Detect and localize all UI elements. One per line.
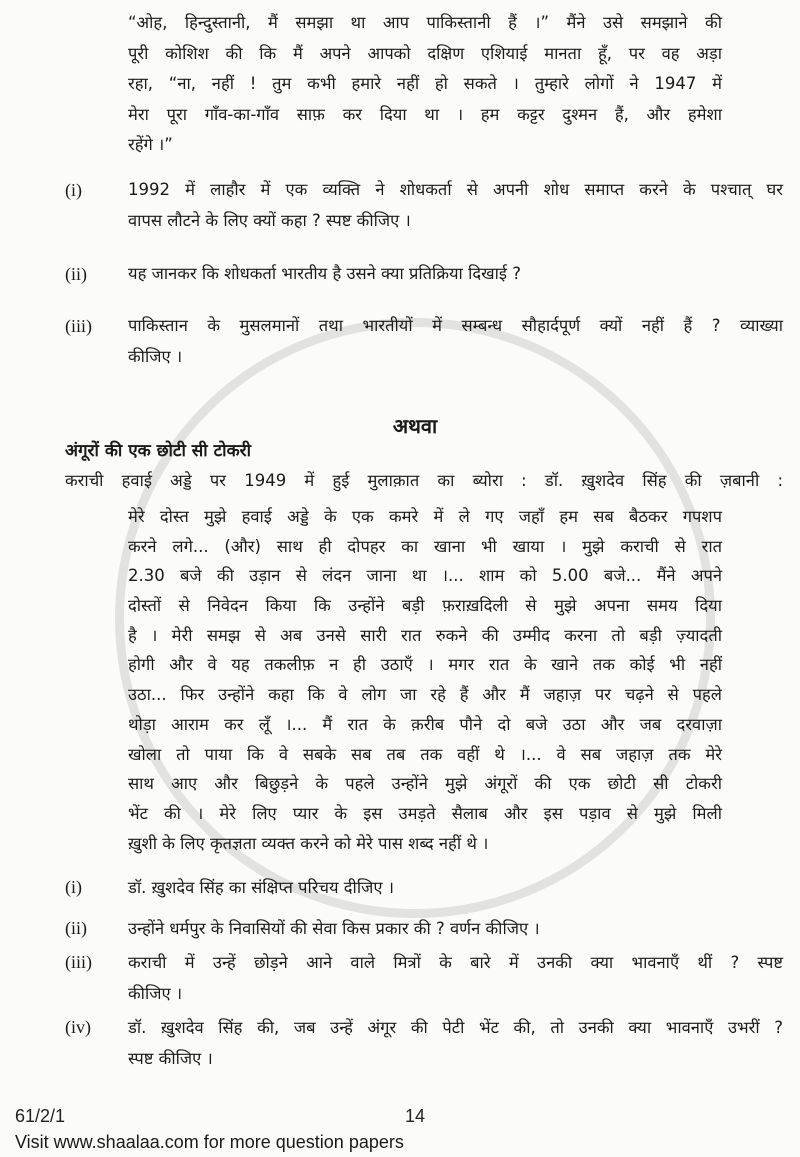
question-label: (ii) [65, 264, 87, 284]
text-line: यह जानकर कि शोधकर्ता भारतीय है उसने क्या प्रतिक्रिया दिखाई ? [128, 264, 521, 283]
question-text [128, 947, 783, 1009]
question-label: (iii) [65, 952, 92, 972]
text-line: पूरी कोशिश की कि मैं अपने आपको दक्षिण एशियाई मानता हूँ, पर वह अड़ा [128, 43, 722, 63]
text-line: कीजिए । [128, 346, 183, 366]
passage-intro: कराची हवाई अड्डे पर 1949 में हुई मुलाक़ात का ब्योरा : डॉ. ख़ुशदेव सिंह की ज़बानी : [65, 471, 783, 490]
question-text [128, 311, 783, 372]
passage-1 [128, 8, 722, 161]
text-line: वापस लौटने के लिए क्यों कहा ? स्पष्ट कीजिए । [128, 210, 411, 230]
question-label: (i) [65, 180, 82, 200]
text-line: साथ आए और बिछुड़ने के पहले उन्होंने मुझे अंगूरों की एक छोटी सी टोकरी [128, 774, 722, 794]
question-label: (iv) [65, 1017, 91, 1037]
text-line: खोला तो पाया कि वे सबके सब तब तक वहीं थे ।... वे सब जहाज़ तक मेरे [128, 744, 722, 764]
page-number: 14 [405, 1106, 426, 1126]
text-line: रहा, “ना, नहीं ! तुम कभी हमारे नहीं हो सकते । तुम्हारे लोगों ने 1947 में [128, 74, 722, 93]
paper-code: 61/2/1 [15, 1106, 66, 1126]
text-line: डॉ. ख़ुशदेव सिंह का संक्षिप्त परिचय दीजिए । [128, 878, 394, 897]
text-line: 1992 में लाहौर में एक व्यक्ति ने शोधकर्ता से अपनी शोध समाप्त करने के पश्चात् घर [128, 180, 783, 199]
text-line: करने लगे... (और) साथ ही दोपहर का खाना भी खाया । मुझे कराची से रात [128, 536, 722, 556]
text-line: भेंट की । मेरे लिए प्यार के इस उमड़ते सैलाब और इस पड़ाव से मुझे मिली [128, 803, 722, 823]
text-line: “ओह, हिन्दुस्तानी, मैं समझा था आप पाकिस्तानी हैं ।” मैंने उसे समझाने की [128, 13, 722, 32]
text-line: थोड़ा आराम कर लूँ ।... मैं रात के क़रीब पौने दो बजे उठा और जब दरवाज़ा [128, 714, 722, 734]
or-heading: अथवा [392, 414, 438, 438]
text-line: मेरा पूरा गाँव-का-गाँव साफ़ कर दिया था । हम कट्टर दुश्मन हैं, और हमेशा [128, 104, 722, 124]
text-line: है । मेरी समझ से अब उनसे सारी रात रुकने की उम्मीद करना तो बड़ी ज़्यादती [128, 625, 722, 645]
question-text [128, 175, 783, 236]
question-text [128, 1012, 783, 1074]
text-line: रहेंगे ।” [128, 135, 173, 154]
question-text [128, 913, 783, 944]
text-line: स्पष्ट कीजिए । [128, 1049, 213, 1068]
text-line: डॉ. ख़ुशदेव सिंह की, जब उन्हें अंगूर की पेटी भेंट की, तो उनकी क्या भावनाएँ उभरीं ? [128, 1018, 783, 1037]
shaalaa-link[interactable]: Visit www.shaalaa.com for more question papers [15, 1132, 404, 1152]
text-line: मेरे दोस्त मुझे हवाई अड्डे के एक कमरे में ले गए जहाँ हम सब बैठकर गपशप [128, 507, 722, 526]
question-text [128, 872, 783, 903]
question-label: (ii) [65, 918, 87, 938]
text-line: कराची में उन्हें छोड़ने आने वाले मित्रों के बारे में उनकी क्या भावनाएँ थीं ? स्पष्ट [128, 953, 783, 972]
text-line: ख़ुशी के लिए कृतज्ञता व्यक्त करने को मेरे पास शब्द नहीं थे । [128, 833, 489, 853]
question-label: (iii) [65, 316, 92, 336]
text-line: उठा... फिर उन्होंने कहा कि वे लोग जा रहे हैं और मैं जहाज़ पर चढ़ने से पहले [128, 685, 722, 705]
question-text [128, 259, 783, 290]
text-line: दोस्तों से निवेदन किया कि उन्होंने बड़ी फ़राख़दिली से मुझे अपना समय दिया [128, 596, 722, 616]
section-title: अंगूरों की एक छोटी सी टोकरी [65, 441, 251, 461]
text-line: कीजिए । [128, 984, 183, 1003]
text-line: 2.30 बजे की उड़ान से लंदन जाना था ।... शाम को 5.00 बजे... मैंने अपने [128, 566, 722, 586]
text-line: होगी और वे यह तकलीफ़ न ही उठाएँ । मगर रात के खाने तक कोई भी नहीं [128, 655, 722, 675]
passage-2 [128, 502, 722, 858]
text-line: उन्होंने धर्मपुर के निवासियों की सेवा किस प्रकार की ? वर्णन कीजिए । [128, 919, 540, 938]
text-line: पाकिस्तान के मुसलमानों तथा भारतीयों में सम्बन्ध सौहार्दपूर्ण क्यों नहीं हैं ? व्याख्या [128, 316, 783, 335]
question-label: (i) [65, 877, 82, 897]
